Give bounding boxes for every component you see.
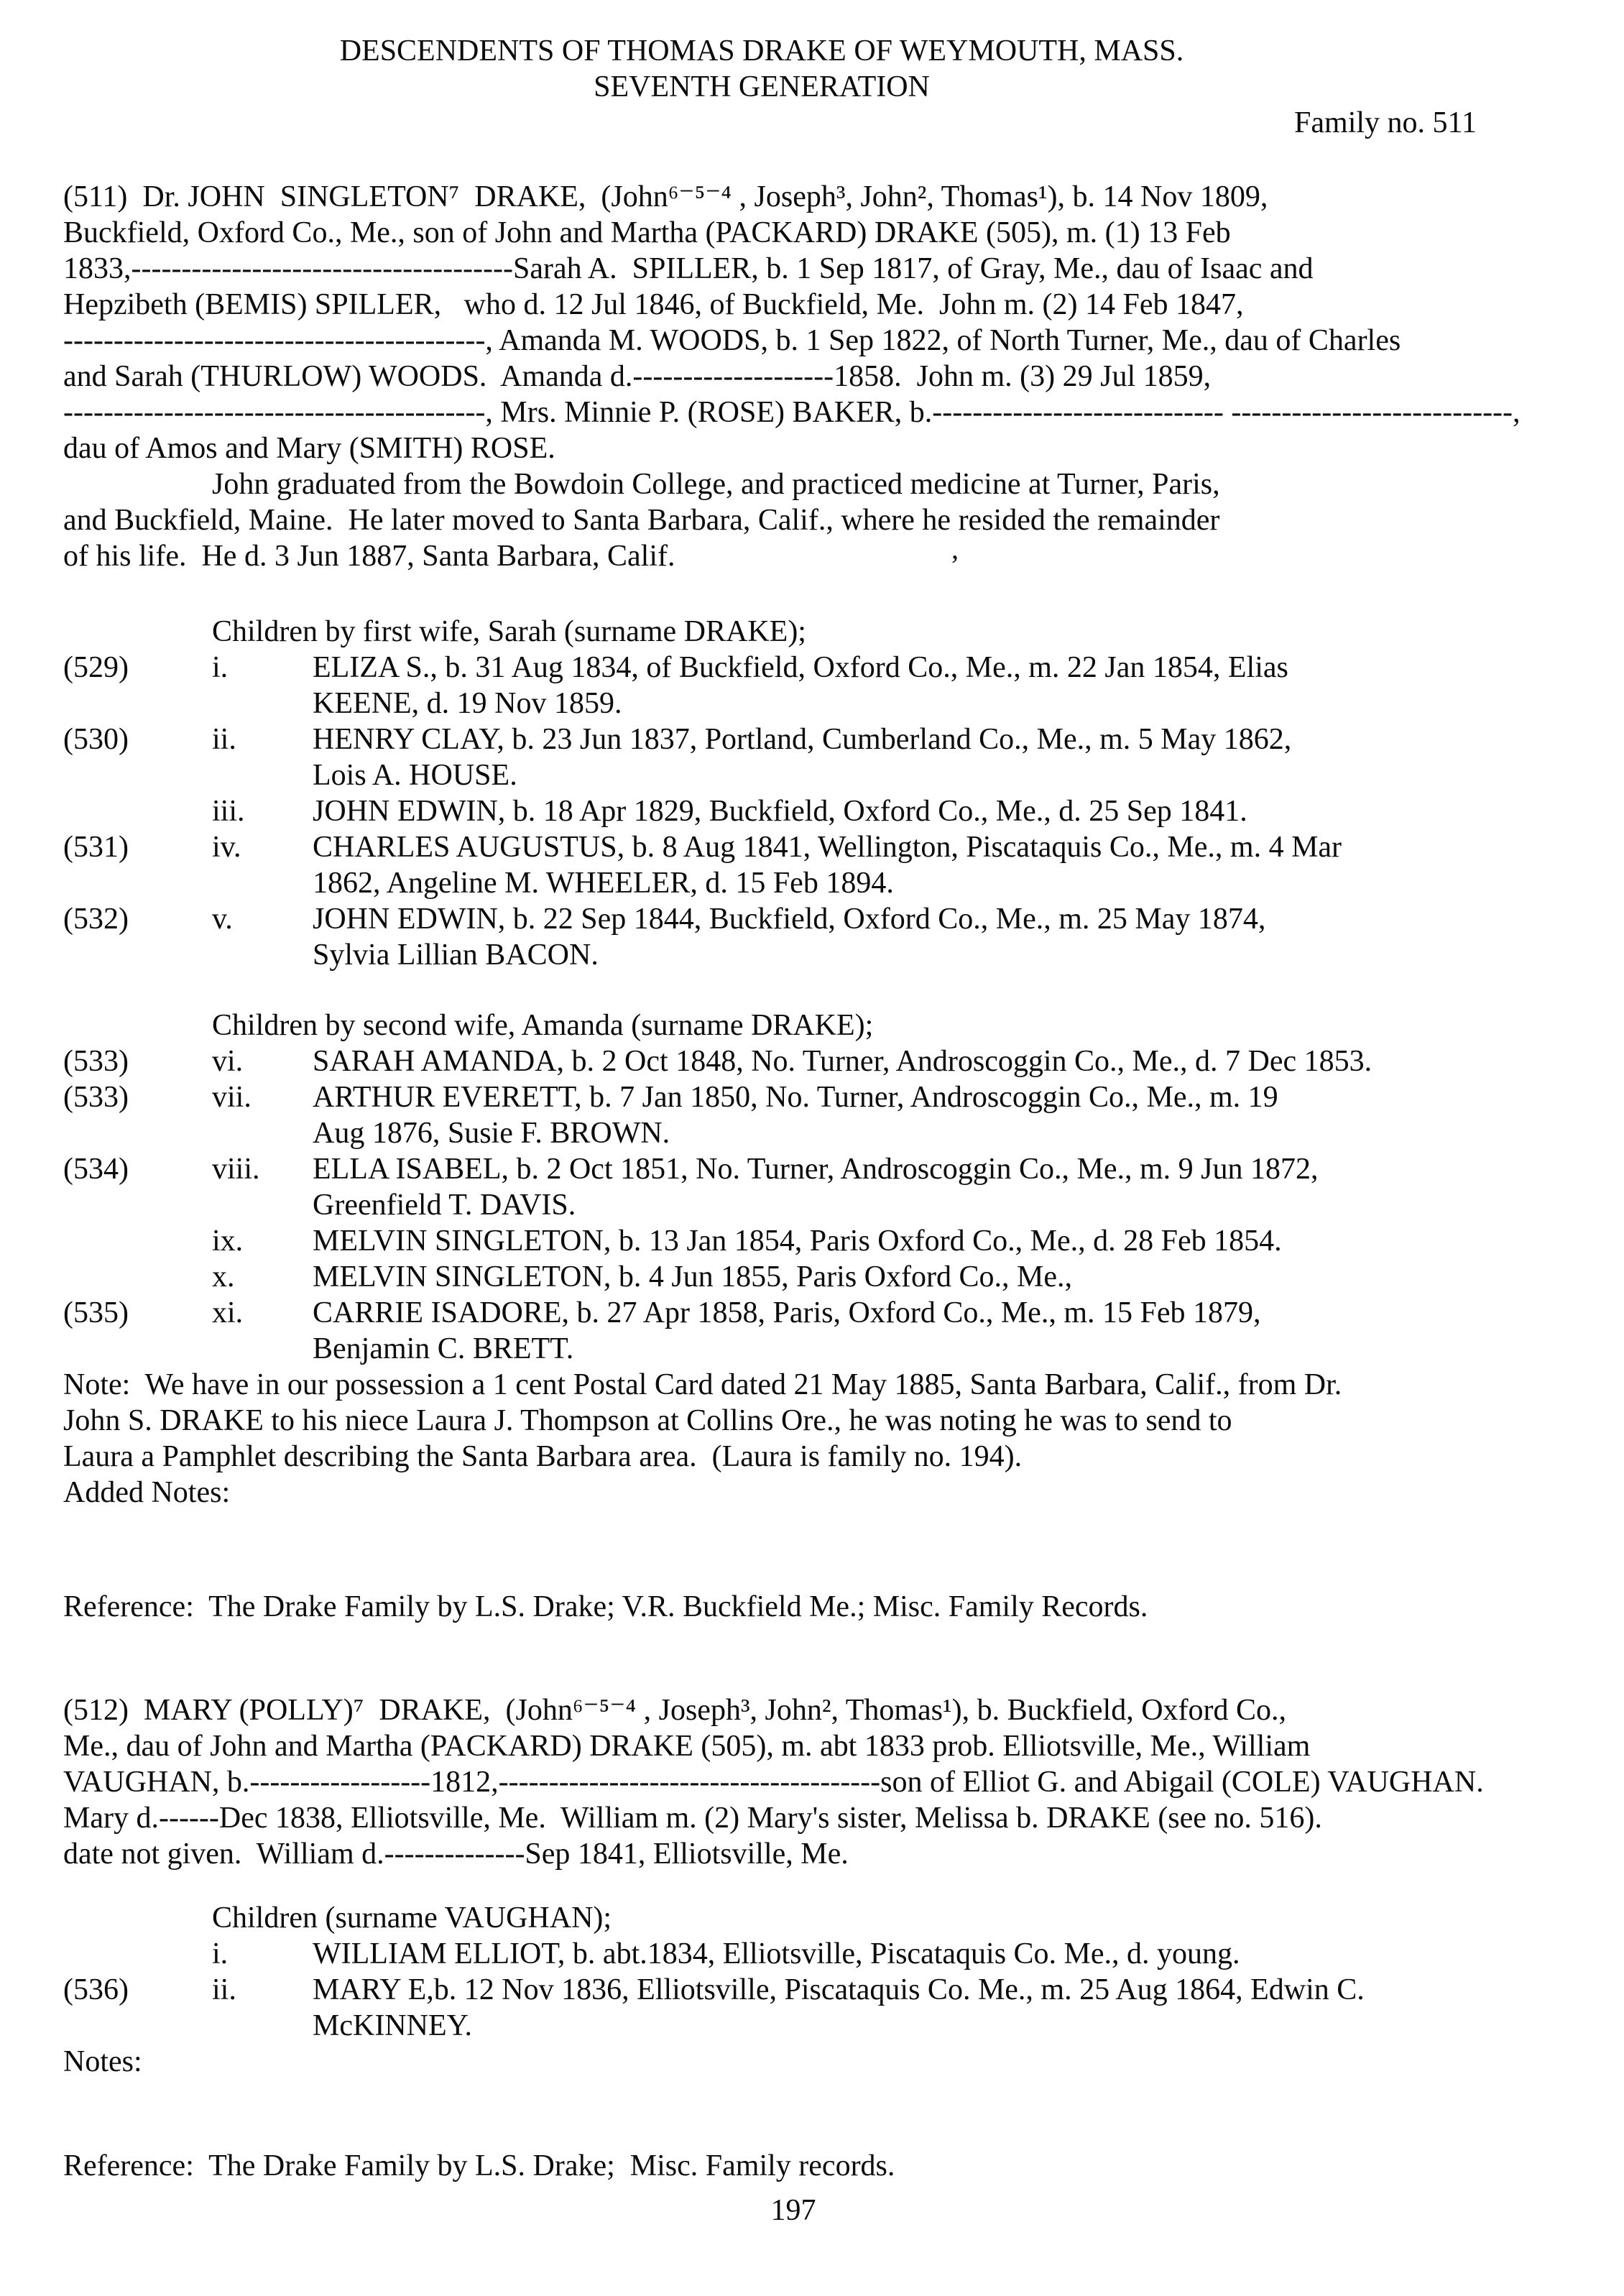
children-second-wife-header: Children by second wife, Amanda (surname DRAKE); [212, 1009, 874, 1042]
child-text: CHARLES AUGUSTUS, b. 8 Aug 1841, Wellington, Piscataquis Co., Me., m. 4 Mar [313, 831, 1342, 864]
note-line: Note: We have in our possession a 1 cent Postal Card dated 21 May 1885, Santa Barbara, Calif., from Dr. [63, 1368, 1342, 1401]
notes-label: Notes: [63, 2045, 142, 2078]
document-title: DESCENDENTS OF THOMAS DRAKE OF WEYMOUTH, MASS. [339, 34, 1184, 68]
children-first-wife-header: Children by first wife, Sarah (surname DRAKE); [212, 615, 806, 648]
reference-line: Reference: The Drake Family by L.S. Drake; Misc. Family records. [63, 2149, 895, 2182]
child-text: JOHN EDWIN, b. 22 Sep 1844, Buckfield, Oxford Co., Me., m. 25 May 1874, [313, 903, 1266, 936]
child-number: (533) [63, 1045, 129, 1078]
child-roman: i. [212, 651, 229, 684]
stray-ink-mark: ʼ [950, 549, 960, 581]
reference-line: Reference: The Drake Family by L.S. Drake; V.R. Buckfield Me.; Misc. Family Records. [63, 1590, 1148, 1623]
child-text: CARRIE ISADORE, b. 27 Apr 1858, Paris, Oxford Co., Me., m. 15 Feb 1879, [313, 1296, 1261, 1329]
child-roman: iv. [212, 831, 241, 864]
child-row [63, 793, 1610, 829]
paragraph-line: 1833,--------------------------------------Sarah A. SPILLER, b. 1 Sep 1817, of Gray, Me., dau of Isaac and [63, 252, 1314, 285]
child-row [63, 650, 1610, 686]
child-continuation: McKINNEY. [313, 2009, 473, 2042]
child-number [63, 1936, 212, 1972]
paragraph-line: (511) Dr. JOHN SINGLETON⁷ DRAKE, (John⁶⁻⁵⁻⁴ , Joseph³, John², Thomas¹), b. 14 Nov 1809, [63, 180, 1268, 213]
child-roman: ii. [212, 1973, 236, 2006]
child-row [63, 1043, 1610, 1079]
bio-line: John graduated from the Bowdoin College, and practiced medicine at Turner, Paris, [212, 468, 1220, 501]
child-continuation: Greenfield T. DAVIS. [313, 1189, 576, 1222]
child-text: MELVIN SINGLETON, b. 4 Jun 1855, Paris Oxford Co., Me., [313, 1260, 1072, 1294]
child-row [63, 1972, 1610, 2008]
child-text: MARY E,b. 12 Nov 1836, Elliotsville, Piscataquis Co. Me., m. 25 Aug 1864, Edwin C. [313, 1973, 1365, 2006]
child-roman: xi. [212, 1296, 244, 1329]
bio-line: of his life. He d. 3 Jun 1887, Santa Barbara, Calif. [63, 540, 675, 573]
child-row [63, 1223, 1610, 1259]
paragraph-line: Me., dau of John and Martha (PACKARD) DRAKE (505), m. abt 1833 prob. Elliotsville, Me., William [63, 1730, 1311, 1763]
child-text: JOHN EDWIN, b. 18 Apr 1829, Buckfield, Oxford Co., Me., d. 25 Sep 1841. [313, 795, 1247, 828]
child-text: SARAH AMANDA, b. 2 Oct 1848, No. Turner, Androscoggin Co., Me., d. 7 Dec 1853. [313, 1045, 1372, 1078]
child-roman: iii. [212, 795, 245, 828]
paragraph-line: dau of Amos and Mary (SMITH) ROSE. [63, 432, 555, 465]
added-notes-label: Added Notes: [63, 1476, 231, 1509]
child-continuation: 1862, Angeline M. WHEELER, d. 15 Feb 1894. [313, 867, 894, 900]
child-number: (532) [63, 903, 129, 936]
child-number: (534) [63, 1153, 129, 1186]
child-continuation: KEENE, d. 19 Nov 1859. [313, 687, 622, 720]
child-number: (535) [63, 1296, 129, 1329]
child-continuation: Lois A. HOUSE. [313, 759, 517, 792]
paragraph-line: and Sarah (THURLOW) WOODS. Amanda d.--------------------1858. John m. (3) 29 Jul 1859, [63, 360, 1212, 393]
child-text: MELVIN SINGLETON, b. 13 Jan 1854, Paris Oxford Co., Me., d. 28 Feb 1854. [313, 1225, 1282, 1258]
child-row [63, 1151, 1610, 1187]
child-number: (531) [63, 831, 129, 864]
child-number [63, 1223, 212, 1259]
child-text: ELLA ISABEL, b. 2 Oct 1851, No. Turner, Androscoggin Co., Me., m. 9 Jun 1872, [313, 1153, 1319, 1186]
child-roman: viii. [212, 1153, 260, 1186]
page-number: 197 [770, 2194, 816, 2227]
bio-line: and Buckfield, Maine. He later moved to Santa Barbara, Calif., where he resided the remainder [63, 504, 1220, 537]
family-number: Family no. 511 [1294, 106, 1477, 139]
child-row [63, 1936, 1610, 1972]
document-subtitle: SEVENTH GENERATION [594, 70, 930, 103]
child-row [63, 721, 1610, 757]
child-roman: i. [212, 1937, 229, 1970]
child-roman: ix. [212, 1225, 244, 1258]
child-text: ELIZA S., b. 31 Aug 1834, of Buckfield, Oxford Co., Me., m. 22 Jan 1854, Elias [313, 651, 1288, 684]
child-continuation: Aug 1876, Susie F. BROWN. [313, 1117, 670, 1150]
child-row [63, 829, 1610, 865]
paragraph-line: (512) MARY (POLLY)⁷ DRAKE, (John⁶⁻⁵⁻⁴ , Joseph³, John², Thomas¹), b. Buckfield, Oxford Co., [63, 1694, 1287, 1727]
child-roman: ii. [212, 723, 236, 756]
child-number [63, 1259, 212, 1295]
children-vaughan-header: Children (surname VAUGHAN); [212, 1901, 612, 1935]
paragraph-line: ------------------------------------------, Mrs. Minnie P. (ROSE) BAKER, b.----------------------------- ----------------------------, [63, 396, 1521, 429]
child-roman: vii. [212, 1081, 252, 1114]
child-roman: vi. [212, 1045, 244, 1078]
note-line: Laura a Pamphlet describing the Santa Barbara area. (Laura is family no. 194). [63, 1440, 1023, 1473]
child-number: (536) [63, 1973, 129, 2006]
note-line: John S. DRAKE to his niece Laura J. Thompson at Collins Ore., he was noting he was to send to [63, 1404, 1232, 1437]
child-number: (530) [63, 723, 129, 756]
child-row [63, 1295, 1610, 1331]
child-row [63, 1079, 1610, 1115]
child-row [63, 901, 1610, 937]
child-number: (533) [63, 1081, 129, 1114]
child-row [63, 1259, 1610, 1295]
paragraph-line: Buckfield, Oxford Co., Me., son of John and Martha (PACKARD) DRAKE (505), m. (1) 13 Feb [63, 216, 1231, 249]
child-number [63, 793, 212, 829]
child-roman: x. [212, 1260, 235, 1294]
child-roman: v. [212, 903, 233, 936]
child-continuation: Benjamin C. BRETT. [313, 1332, 574, 1365]
child-continuation: Sylvia Lillian BACON. [313, 939, 599, 972]
child-text: WILLIAM ELLIOT, b. abt.1834, Elliotsville, Piscataquis Co. Me., d. young. [313, 1937, 1240, 1970]
paragraph-line: date not given. William d.--------------Sep 1841, Elliotsville, Me. [63, 1838, 849, 1871]
paragraph-line: Mary d.------Dec 1838, Elliotsville, Me. William m. (2) Mary's sister, Melissa b. DRAKE (see no. 516). [63, 1802, 1322, 1835]
child-text: HENRY CLAY, b. 23 Jun 1837, Portland, Cumberland Co., Me., m. 5 May 1862, [313, 723, 1292, 756]
paragraph-line: VAUGHAN, b.------------------1812,--------------------------------------son of Elliot G. and Abigail (COLE) VAUGHAN. [63, 1766, 1484, 1799]
child-text: ARTHUR EVERETT, b. 7 Jan 1850, No. Turner, Androscoggin Co., Me., m. 19 [313, 1081, 1278, 1114]
paragraph-line: Hepzibeth (BEMIS) SPILLER, who d. 12 Jul 1846, of Buckfield, Me. John m. (2) 14 Feb 1847, [63, 288, 1244, 321]
paragraph-line: ------------------------------------------, Amanda M. WOODS, b. 1 Sep 1822, of North Turner, Me., dau of Charles [63, 324, 1401, 357]
child-number: (529) [63, 651, 129, 684]
